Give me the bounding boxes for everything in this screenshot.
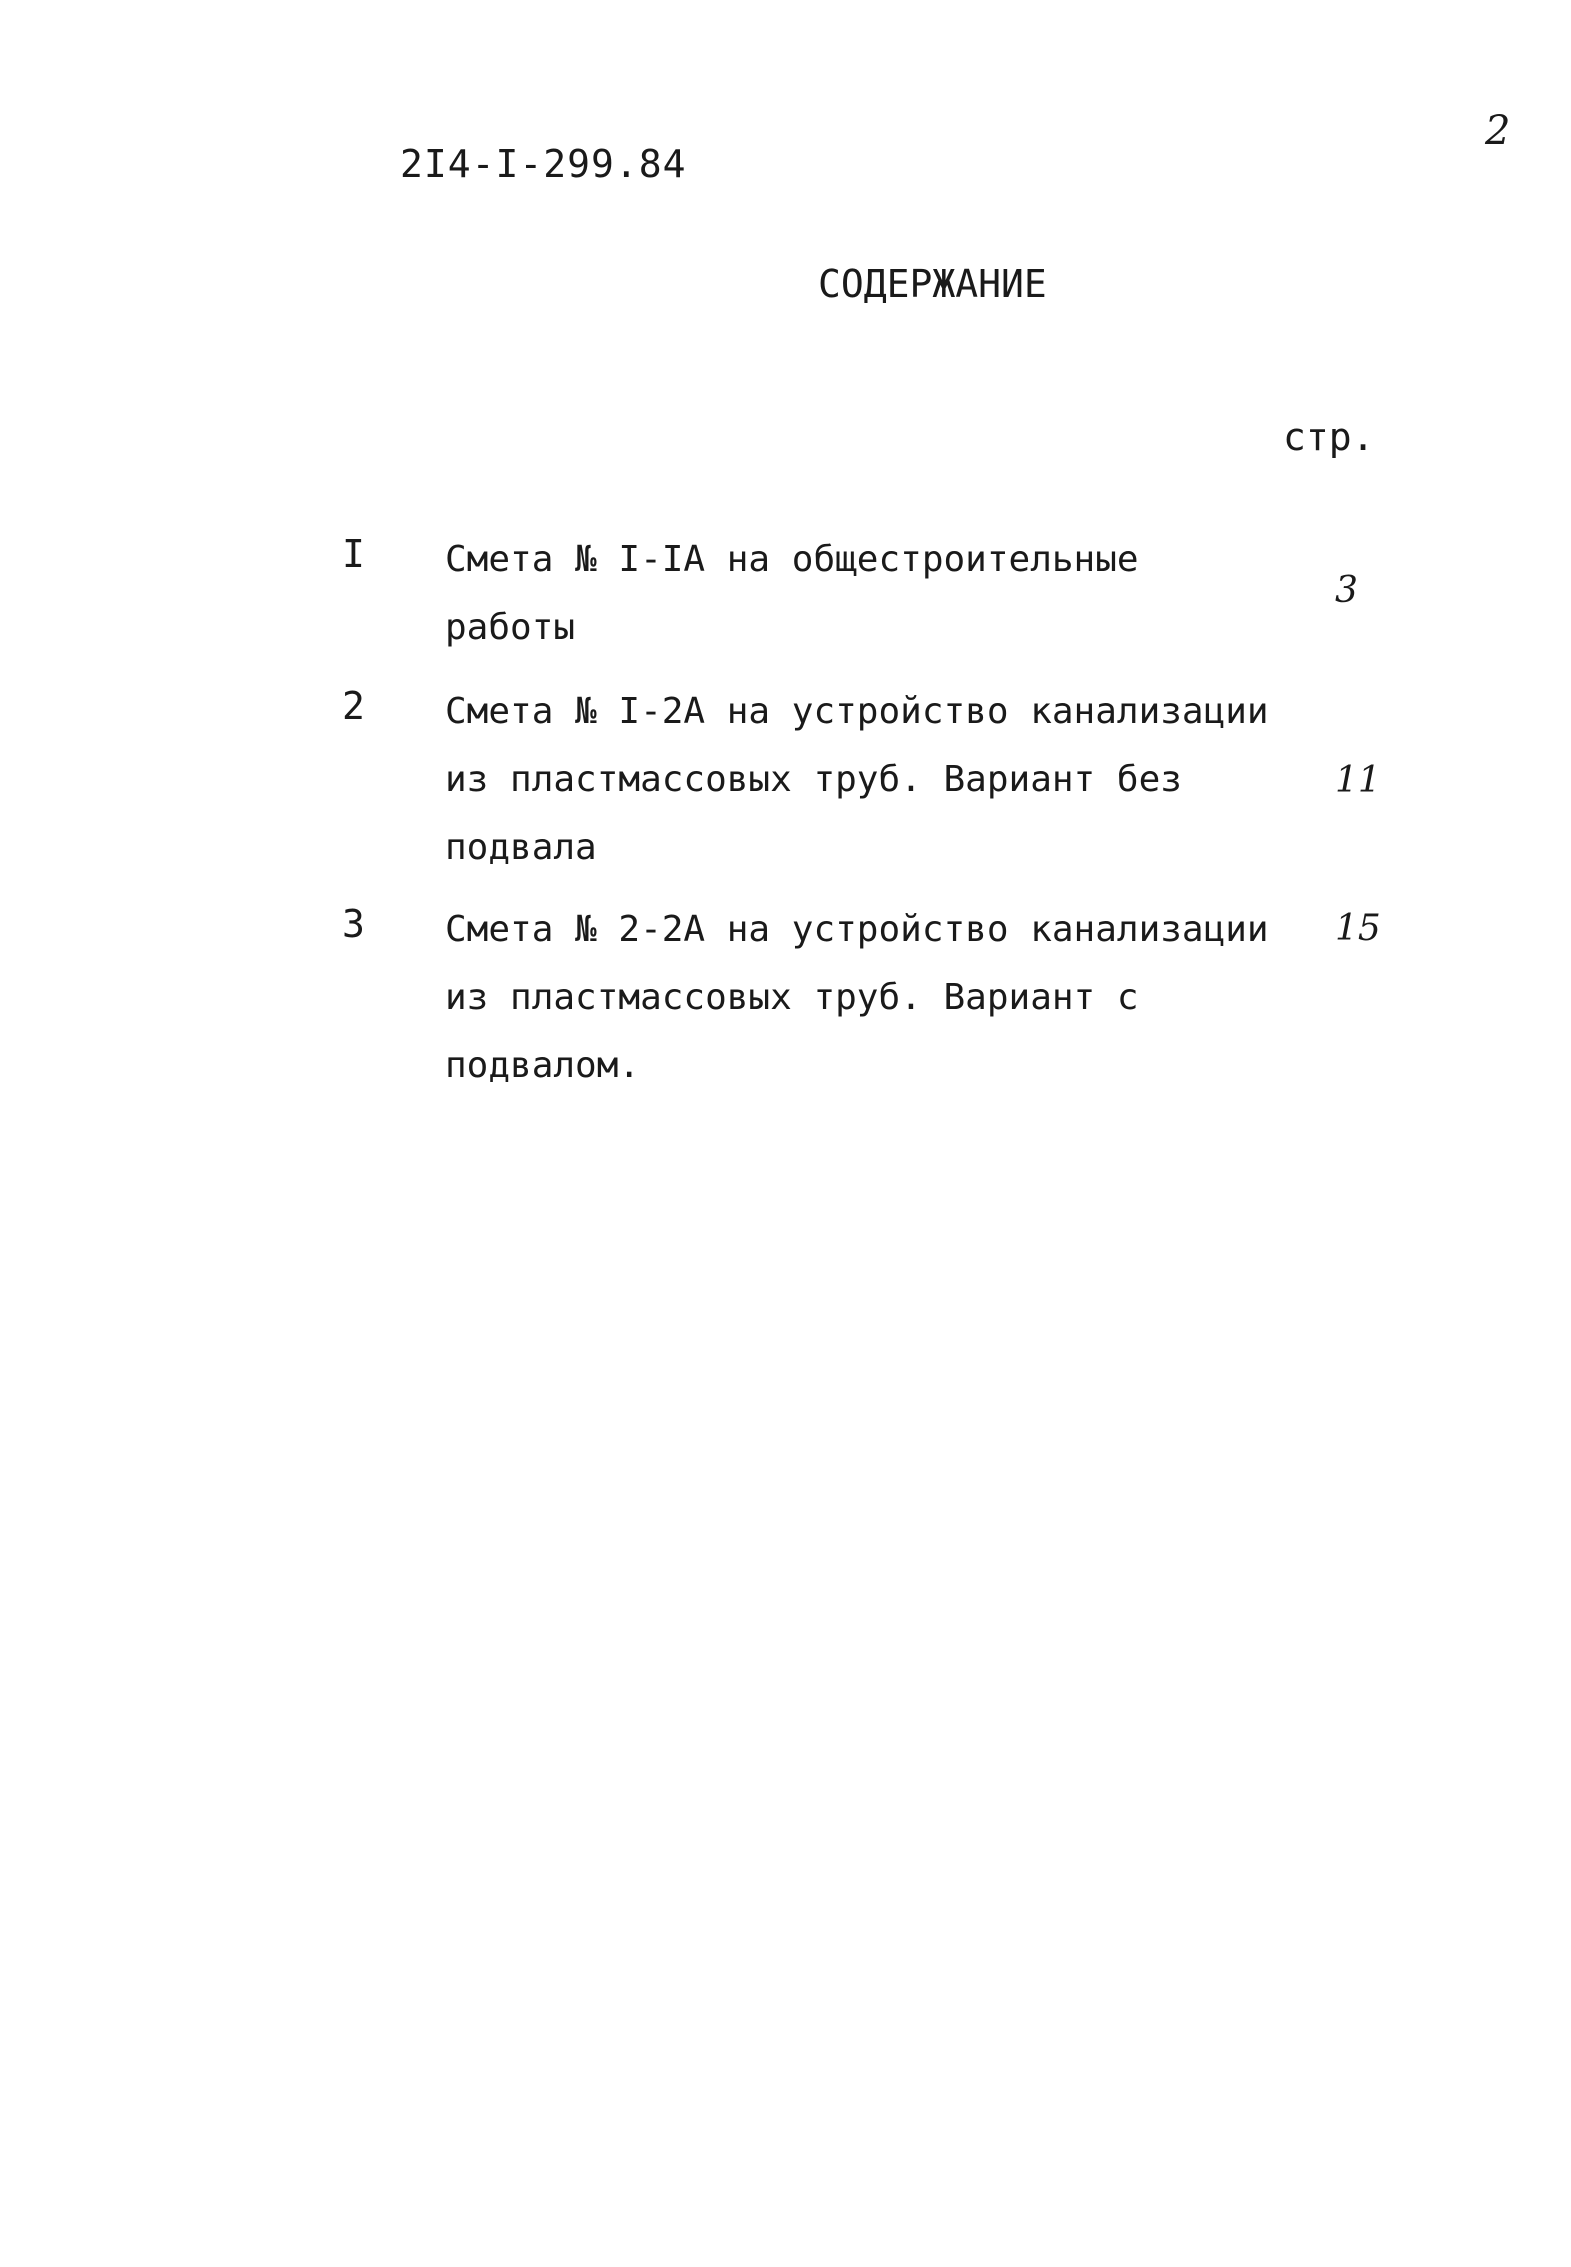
toc-entry-text: Смета № I-IA на общестроительные работы — [445, 539, 1139, 648]
toc-entry-number: I — [342, 532, 365, 576]
toc-entry-page: 15 — [1335, 908, 1381, 949]
toc-entry-page: 3 — [1335, 570, 1358, 611]
toc-entry-page: 11 — [1335, 760, 1381, 801]
toc-entry-number: 2 — [342, 684, 365, 728]
page-title: СОДЕРЖАНИЕ — [818, 262, 1047, 306]
page-number: 2 — [1485, 108, 1511, 154]
toc-entry-number: 3 — [342, 902, 365, 946]
document-code: 2I4-I-299.84 — [400, 142, 687, 186]
page-column-label: стр. — [1283, 415, 1375, 459]
toc-entry-text: Смета № I-2A на устройство канализации из пластмассовых труб. Вариант без подвала — [445, 691, 1269, 868]
toc-entry-text: Смета № 2-2A на устройство канализации из пластмассовых труб. Вариант с подвалом. — [445, 909, 1269, 1086]
